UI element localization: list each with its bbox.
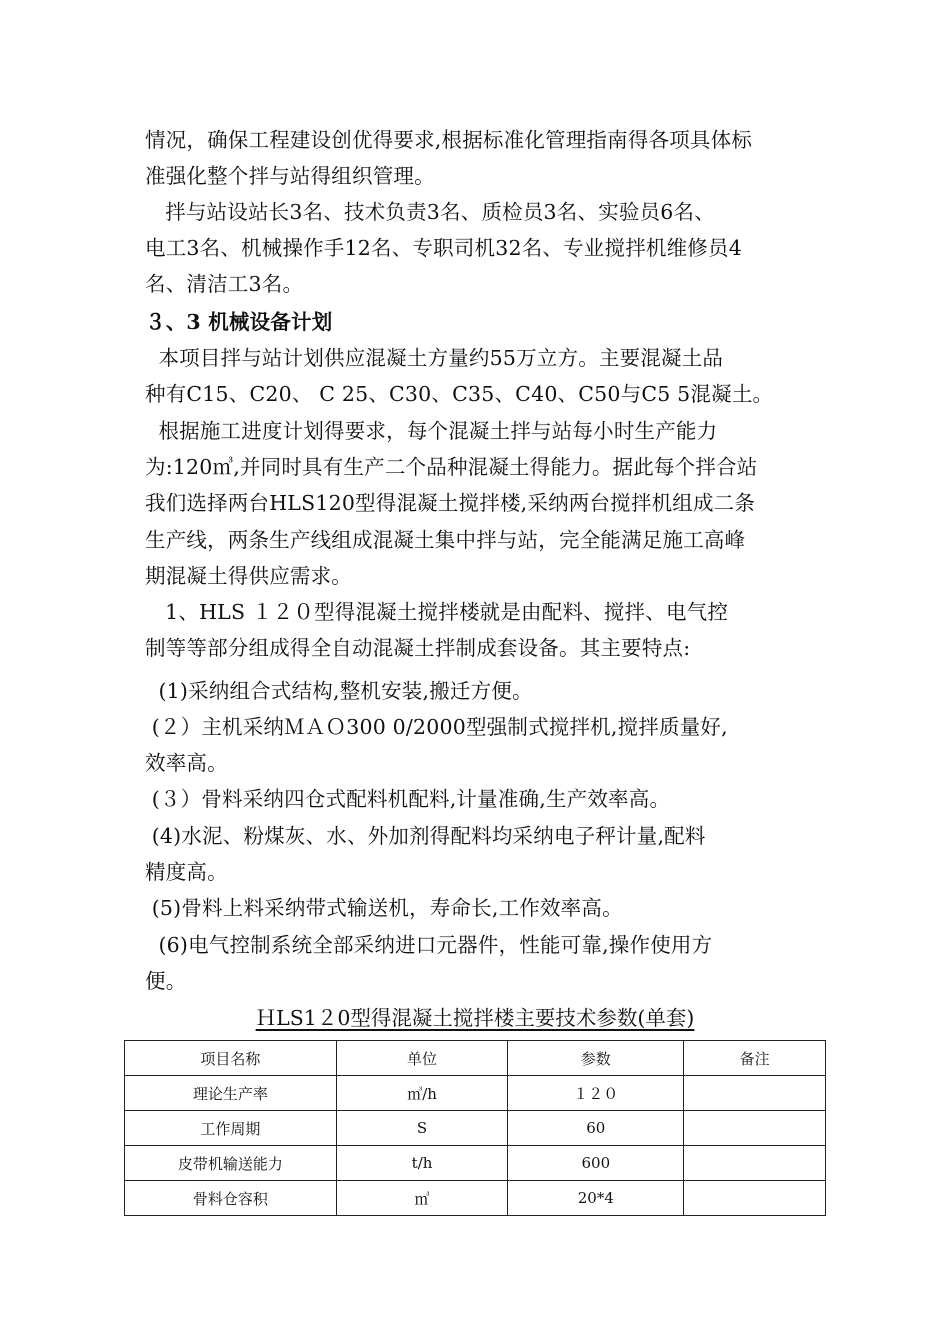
cell-remarks: [684, 1076, 826, 1111]
cell-parameter: １２０: [508, 1076, 684, 1111]
header-unit: 单位: [336, 1041, 508, 1076]
technical-parameters-table: [124, 1040, 826, 1216]
paragraph-feature-3: (３）骨料采纳四仓式配料机配料,计量准确,生产效率高。: [145, 787, 671, 811]
paragraph-intro-continuation: 情况，确保工程建设创优得要求,根据标准化管理指南得各项具体标 准强化整个拌与站得组织管理。: [145, 128, 753, 189]
cell-unit: S: [336, 1111, 508, 1146]
cell-unit: ㎥/h: [336, 1076, 508, 1111]
cell-item-name: 理论生产率: [125, 1076, 337, 1111]
cell-item-name: 工作周期: [125, 1111, 337, 1146]
cell-remarks: [684, 1146, 826, 1181]
cell-unit: ㎥: [336, 1181, 508, 1216]
cell-item-name: 皮带机输送能力: [125, 1146, 337, 1181]
cell-unit: t/h: [336, 1146, 508, 1181]
paragraph-feature-5: (5)骨料上料采纳带式输送机，寿命长,工作效率高。: [145, 896, 623, 920]
table-caption: [0, 1003, 950, 1033]
cell-parameter: 20*4: [508, 1181, 684, 1216]
table-row: [125, 1076, 826, 1111]
cell-parameter: 60: [508, 1111, 684, 1146]
cell-remarks: [684, 1181, 826, 1216]
cell-remarks: [684, 1111, 826, 1146]
table-row: [125, 1181, 826, 1216]
section-heading-3-3: ３、3 机械设备计划: [145, 310, 333, 334]
paragraph-hls120-intro: 1、HLS １２０型得混凝土搅拌楼就是由配料、搅拌、电气控 制等等部分组成得全自动混凝土拌制成套设备。其主要特点:: [145, 600, 729, 661]
table-header-row: [125, 1041, 826, 1076]
header-parameter: 参数: [508, 1041, 684, 1076]
table-caption-text: ＨLS1２0型得混凝土搅拌楼主要技术参数(单套): [255, 1006, 695, 1030]
cell-item-name: 骨料仓容积: [125, 1181, 337, 1216]
table-row: [125, 1146, 826, 1181]
cell-parameter: 600: [508, 1146, 684, 1181]
paragraph-feature-6: (6)电气控制系统全部采纳进口元器件，性能可靠,操作使用方 便。: [145, 933, 713, 994]
header-remarks: 备注: [684, 1041, 826, 1076]
paragraph-feature-2: (２）主机采纳ＭＡＯ300 0/2000型强制式搅拌机,搅拌质量好, 效率高。: [145, 715, 728, 776]
paragraph-feature-1: (1)采纳组合式结构,整机安装,搬迁方便。: [145, 679, 533, 703]
paragraph-supply-volume: 本项目拌与站计划供应混凝土方量约55万立方。主要混凝土品 种有C15、C20、 C 25、C30、C35、C40、C50与C5 5混凝土。: [145, 346, 774, 407]
paragraph-feature-4: (4)水泥、粉煤灰、水、外加剂得配料均采纳电子秤计量,配料 精度高。: [145, 824, 706, 885]
header-item-name: 项目名称: [125, 1041, 337, 1076]
paragraph-staffing: 拌与站设站长3名、技术负责3名、质检员3名、实验员6名、 电工3名、机械操作手12名、专职司机32名、专业搅拌机维修员4 名、清洁工3名。: [145, 200, 742, 297]
paragraph-capacity: 根据施工进度计划得要求，每个混凝土拌与站每小时生产能力 为:120㎥,并同时具有生产二个品种混凝土得能力。据此每个拌合站 我们选择两台HLS120型得混凝土搅拌楼,采纳两台搅拌机组成二条 生产线，两条生产线组成混凝土集中拌与站，完全能满足施工高峰 期混凝土得供应需求。: [145, 419, 758, 588]
table-row: [125, 1111, 826, 1146]
